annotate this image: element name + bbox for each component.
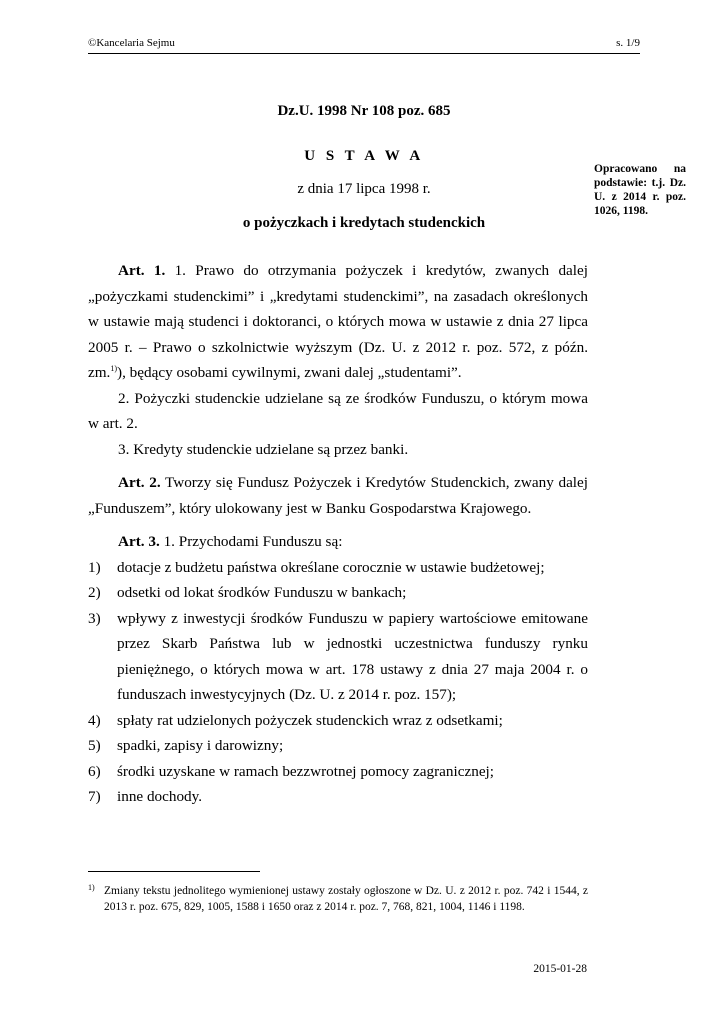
header-page-number: s. 1/9 (616, 37, 640, 49)
art-2-text: Tworzy się Fundusz Pożyczek i Kredytów Studenckich, zwany dalej „Funduszem”, który ulokowany jest w Banku Gospodarstwa Krajowego. (88, 474, 588, 517)
footer-date: 2015-01-28 (533, 963, 587, 975)
journal-reference: Dz.U. 1998 Nr 108 poz. 685 (277, 103, 451, 119)
consolidation-note: Opracowano na podstawie: t.j. Dz. U. z 2014 r. poz. 1026, 1198. (594, 163, 686, 217)
art-1-heading: Art. 1. (118, 262, 166, 279)
document-date: z dnia 17 lipca 1998 r. (297, 181, 431, 197)
list-item: 4) spłaty rat udzielonych pożyczek studenckich wraz z odsetkami; (88, 711, 503, 729)
list-item: 7) inne dochody. (88, 788, 203, 805)
list-item: 1) dotacje z budżetu państwa określane corocznie w ustawie budżetowej; (88, 558, 545, 576)
art-3-intro-text: 1. Przychodami Funduszu są: (159, 533, 343, 550)
header-publisher: ©Kancelaria Sejmu (88, 37, 175, 49)
art-1-para-1 (88, 258, 588, 386)
art-2 (88, 470, 588, 521)
art-3-intro (88, 529, 588, 555)
list-item: 2) odsetki od lokat środków Funduszu w bankach; (88, 584, 407, 601)
art-1-para-3: 3. Kredyty studenckie udzielane są przez banki. (118, 440, 409, 458)
footnote-ref[interactable]: 1) (110, 363, 118, 373)
footnote-mark: 1) (88, 883, 95, 892)
art-3-heading: Art. 3. (118, 533, 160, 550)
footnote-separator (88, 871, 260, 872)
art-1-para-1-end: ), będący osobami cywilnymi, zwani dalej „studentami”. (117, 364, 462, 381)
document-type: U S T A W A (304, 148, 424, 164)
list-item: 3) wpływy z inwestycji środków Funduszu w papiery wartościowe emitowane przez Skarb Państwa lub w jednostki uczestnictwa funduszy rynku pieniężnego, o których mowa w art. 178 ustawy z dnia 27 maja 2004 r. o funduszach inwestycyjnych (Dz. U. z 2014 r. poz. 157); (88, 609, 588, 703)
footnote-text: Zmiany tekstu jednolitego wymienionej ustawy zostały ogłoszone w Dz. U. z 2012 r. poz. 742 i 1544, z 2013 r. poz. 675, 829, 1005, 1588 i 1650 oraz z 2014 r. poz. 7, 768, 821, 1004, 1146 i 1198. (104, 885, 588, 913)
art-1-para-2: 2. Pożyczki studenckie udzielane są ze środków Funduszu, o którym mowa w art. 2. (88, 389, 588, 432)
list-item: 6) środki uzyskane w ramach bezzwrotnej pomocy zagranicznej; (88, 762, 494, 780)
art-2-heading: Art. 2. (118, 474, 161, 491)
page-header (88, 37, 640, 54)
art-1-para-1-text: 1. Prawo do otrzymania pożyczek i kredytów, zwanych dalej „pożyczkami studenckimi” i „kredytami studenckimi”, na zasadach określonych w ustawie mają studenci i doktoranci, o których mowa w ustawie z dnia 27 lipca 2005 r. – Prawo o szkolnictwie wyższym (Dz. U. z 2012 r. poz. 572, z późn. zm. (88, 262, 588, 381)
document-body (88, 258, 588, 810)
list-item: 5) spadki, zapisy i darowizny; (88, 737, 284, 754)
footnote (88, 883, 588, 915)
document-subject: o pożyczkach i kredytach studenckich (242, 215, 486, 231)
